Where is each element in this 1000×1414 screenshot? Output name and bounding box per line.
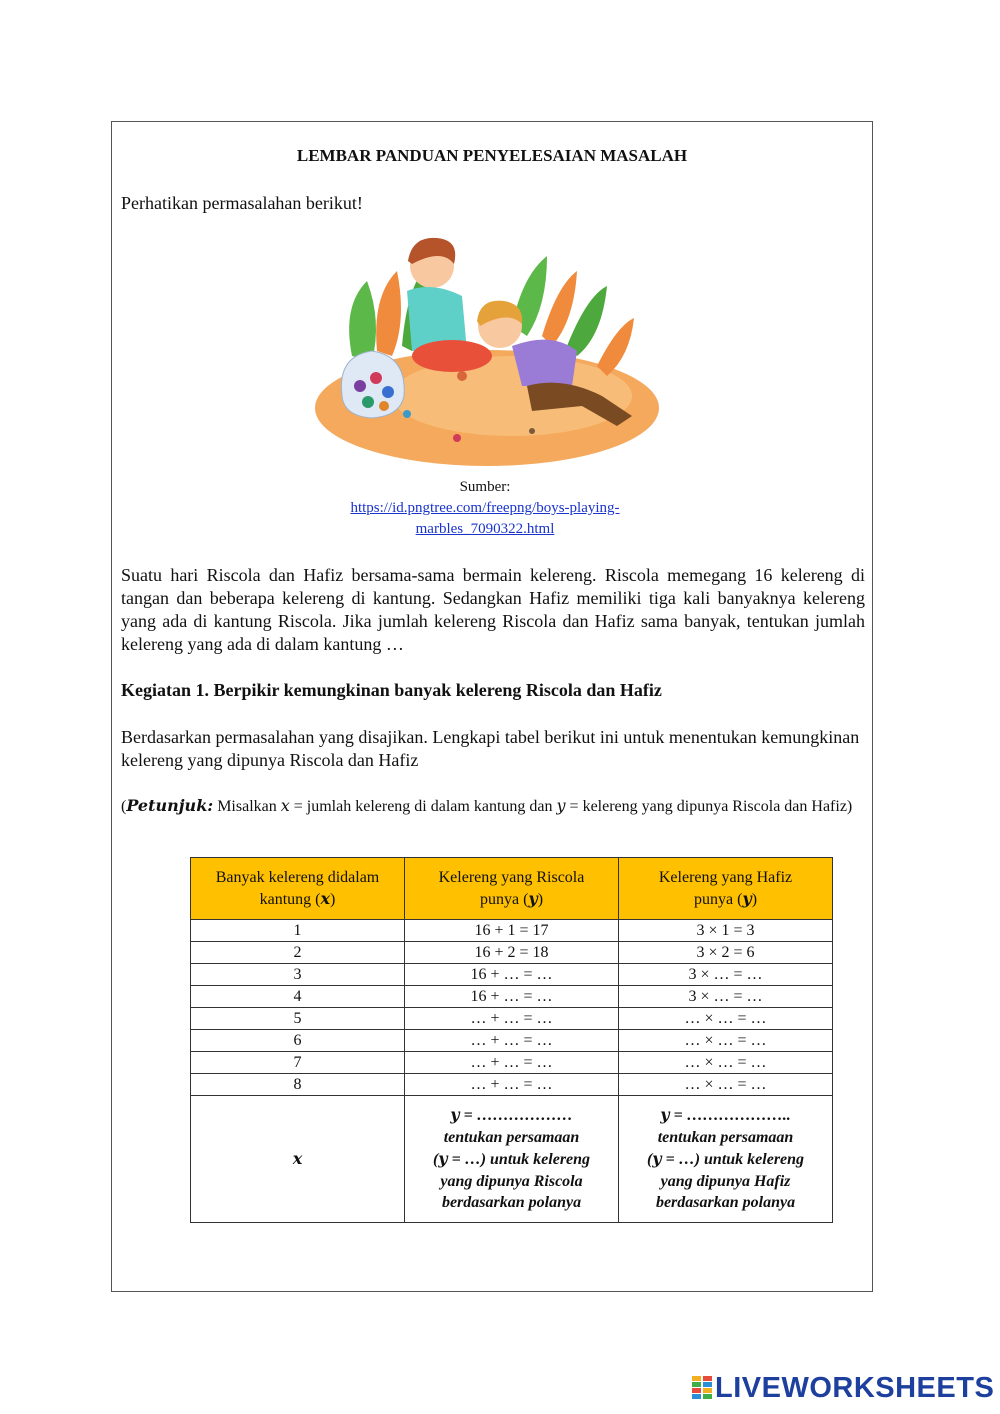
riscola-var-y: y [450, 1105, 460, 1125]
hafiz-eq-line3-var: y [652, 1149, 662, 1169]
cell-riscola[interactable]: 16 + 2 = 18 [405, 942, 619, 964]
cell-hafiz[interactable]: 3 × 1 = 3 [619, 920, 833, 942]
hint-part-a: Misalkan [213, 798, 281, 815]
cell-riscola[interactable]: 16 + 1 = 17 [405, 920, 619, 942]
header-riscola-line1: Kelereng yang Riscola [438, 869, 585, 886]
table-row [191, 1052, 833, 1074]
hint-part-c: = kelereng yang dipunya Riscola dan Hafiz) [565, 798, 853, 815]
cell-riscola[interactable]: … + … = … [405, 1030, 619, 1052]
hint-open: ( [121, 798, 127, 815]
header-pocket-line1: Banyak kelereng didalam [215, 869, 380, 886]
cell-pocket: 7 [191, 1052, 405, 1074]
page-title: LEMBAR PANDUAN PENYELESAIAN MASALAH [296, 146, 688, 165]
hint-label: Petunjuk: [126, 796, 214, 815]
cell-hafiz[interactable]: 3 × 2 = 6 [619, 942, 833, 964]
table-row [191, 964, 833, 986]
hafiz-var-y: y [660, 1105, 670, 1125]
activity-instruction: Berdasarkan permasalahan yang disajikan. Lengkapi tabel berikut ini untuk menentukan kemungkinan kelereng yang dipunya Riscola dan Hafiz [121, 727, 860, 770]
table-header-row [191, 858, 833, 920]
problem-statement: Suatu hari Riscola dan Hafiz bersama-sama bermain kelereng. Riscola memegang 16 kelereng di tangan dan beberapa kelereng di kantung. Sedangkan Hafiz memiliki tiga kali banyaknya kelereng yang ada di kantung Riscola. Jika jumlah kelereng Riscola dan Hafiz sama banyak, tentukan jumlah kelereng yang ada di dalam kantung … [121, 565, 865, 654]
cell-riscola[interactable]: 16 + … = … [405, 964, 619, 986]
hafiz-eq-line3b: = …) untuk kelereng [661, 1151, 805, 1169]
cell-riscola[interactable]: … + … = … [405, 1008, 619, 1030]
cell-hafiz[interactable]: 3 × … = … [619, 964, 833, 986]
hafiz-eq-line2: tentukan persamaan [657, 1128, 794, 1146]
header-hafiz-close: ) [751, 891, 758, 908]
header-riscola-var: y [528, 889, 538, 908]
liveworksheets-logo-text: LIVEWORKSHEETS [715, 1371, 995, 1404]
cell-pocket-x [191, 1096, 405, 1223]
header-hafiz-var: y [742, 889, 752, 908]
image-source [300, 477, 670, 540]
cell-pocket: 8 [191, 1074, 405, 1096]
var-x: x [292, 1148, 303, 1168]
cell-riscola[interactable]: … + … = … [405, 1052, 619, 1074]
hint-part-b: = jumlah kelereng di dalam kantung dan [289, 798, 557, 815]
header-hafiz [619, 858, 833, 920]
cell-hafiz[interactable]: … × … = … [619, 1074, 833, 1096]
cell-hafiz-equation[interactable] [619, 1096, 833, 1223]
cell-hafiz[interactable]: 3 × … = … [619, 986, 833, 1008]
header-pocket-close: ) [330, 891, 336, 908]
cell-pocket: 4 [191, 986, 405, 1008]
riscola-eq-line2: tentukan persamaan [443, 1128, 580, 1146]
header-pocket-line2: kantung ( [259, 891, 321, 908]
table-row [191, 920, 833, 942]
table-row [191, 942, 833, 964]
cell-hafiz[interactable]: … × … = … [619, 1030, 833, 1052]
marbles-table [190, 857, 833, 1223]
table-row [191, 1008, 833, 1030]
riscola-eq-line3a: ( [432, 1151, 439, 1169]
source-link[interactable] [350, 500, 619, 537]
cell-pocket: 3 [191, 964, 405, 986]
hafiz-eq-line4: yang dipunya Hafiz [660, 1172, 791, 1190]
header-hafiz-line2: punya ( [693, 891, 743, 908]
hint-text [121, 795, 865, 818]
hafiz-eq-line1: = ……………….. [669, 1107, 791, 1125]
hafiz-eq-line3a: ( [646, 1151, 653, 1169]
cell-pocket: 6 [191, 1030, 405, 1052]
header-riscola-close: ) [537, 891, 544, 908]
cell-riscola-equation[interactable] [405, 1096, 619, 1223]
riscola-eq-line4: yang dipunya Riscola [440, 1172, 583, 1190]
cell-pocket: 1 [191, 920, 405, 942]
riscola-eq-line5: berdasarkan polanya [441, 1194, 582, 1212]
cell-riscola[interactable]: … + … = … [405, 1074, 619, 1096]
source-url-line2: marbles_7090322.html [415, 521, 555, 537]
riscola-eq-line1: = ……………… [459, 1107, 573, 1125]
cell-hafiz[interactable]: … × … = … [619, 1052, 833, 1074]
boys-playing-marbles-illustration [312, 226, 662, 470]
table-row [191, 1074, 833, 1096]
table-row [191, 1030, 833, 1052]
liveworksheets-logo [692, 1373, 994, 1403]
source-label: Sumber: [459, 479, 511, 495]
table-row-general [191, 1096, 833, 1223]
hint-var-x: x [280, 796, 290, 815]
liveworksheets-logo-icon [692, 1376, 712, 1400]
cell-pocket: 5 [191, 1008, 405, 1030]
header-hafiz-line1: Kelereng yang Hafiz [658, 869, 793, 886]
table-row [191, 986, 833, 1008]
intro-text: Perhatikan permasalahan berikut! [121, 193, 363, 213]
header-riscola [405, 858, 619, 920]
cell-riscola[interactable]: 16 + … = … [405, 986, 619, 1008]
cell-pocket: 2 [191, 942, 405, 964]
activity-heading: Kegiatan 1. Berpikir kemungkinan banyak kelereng Riscola dan Hafiz [121, 680, 662, 700]
hafiz-eq-line5: berdasarkan polanya [655, 1194, 796, 1212]
riscola-eq-line3-var: y [438, 1149, 448, 1169]
header-riscola-line2: punya ( [479, 891, 529, 908]
hint-var-y: y [556, 796, 566, 815]
header-pocket-var: x [320, 889, 331, 908]
riscola-eq-line3b: = …) untuk kelereng [447, 1151, 591, 1169]
cell-hafiz[interactable]: … × … = … [619, 1008, 833, 1030]
header-pocket [191, 858, 405, 920]
source-url-line1: https://id.pngtree.com/freepng/boys-playing- [350, 500, 620, 516]
